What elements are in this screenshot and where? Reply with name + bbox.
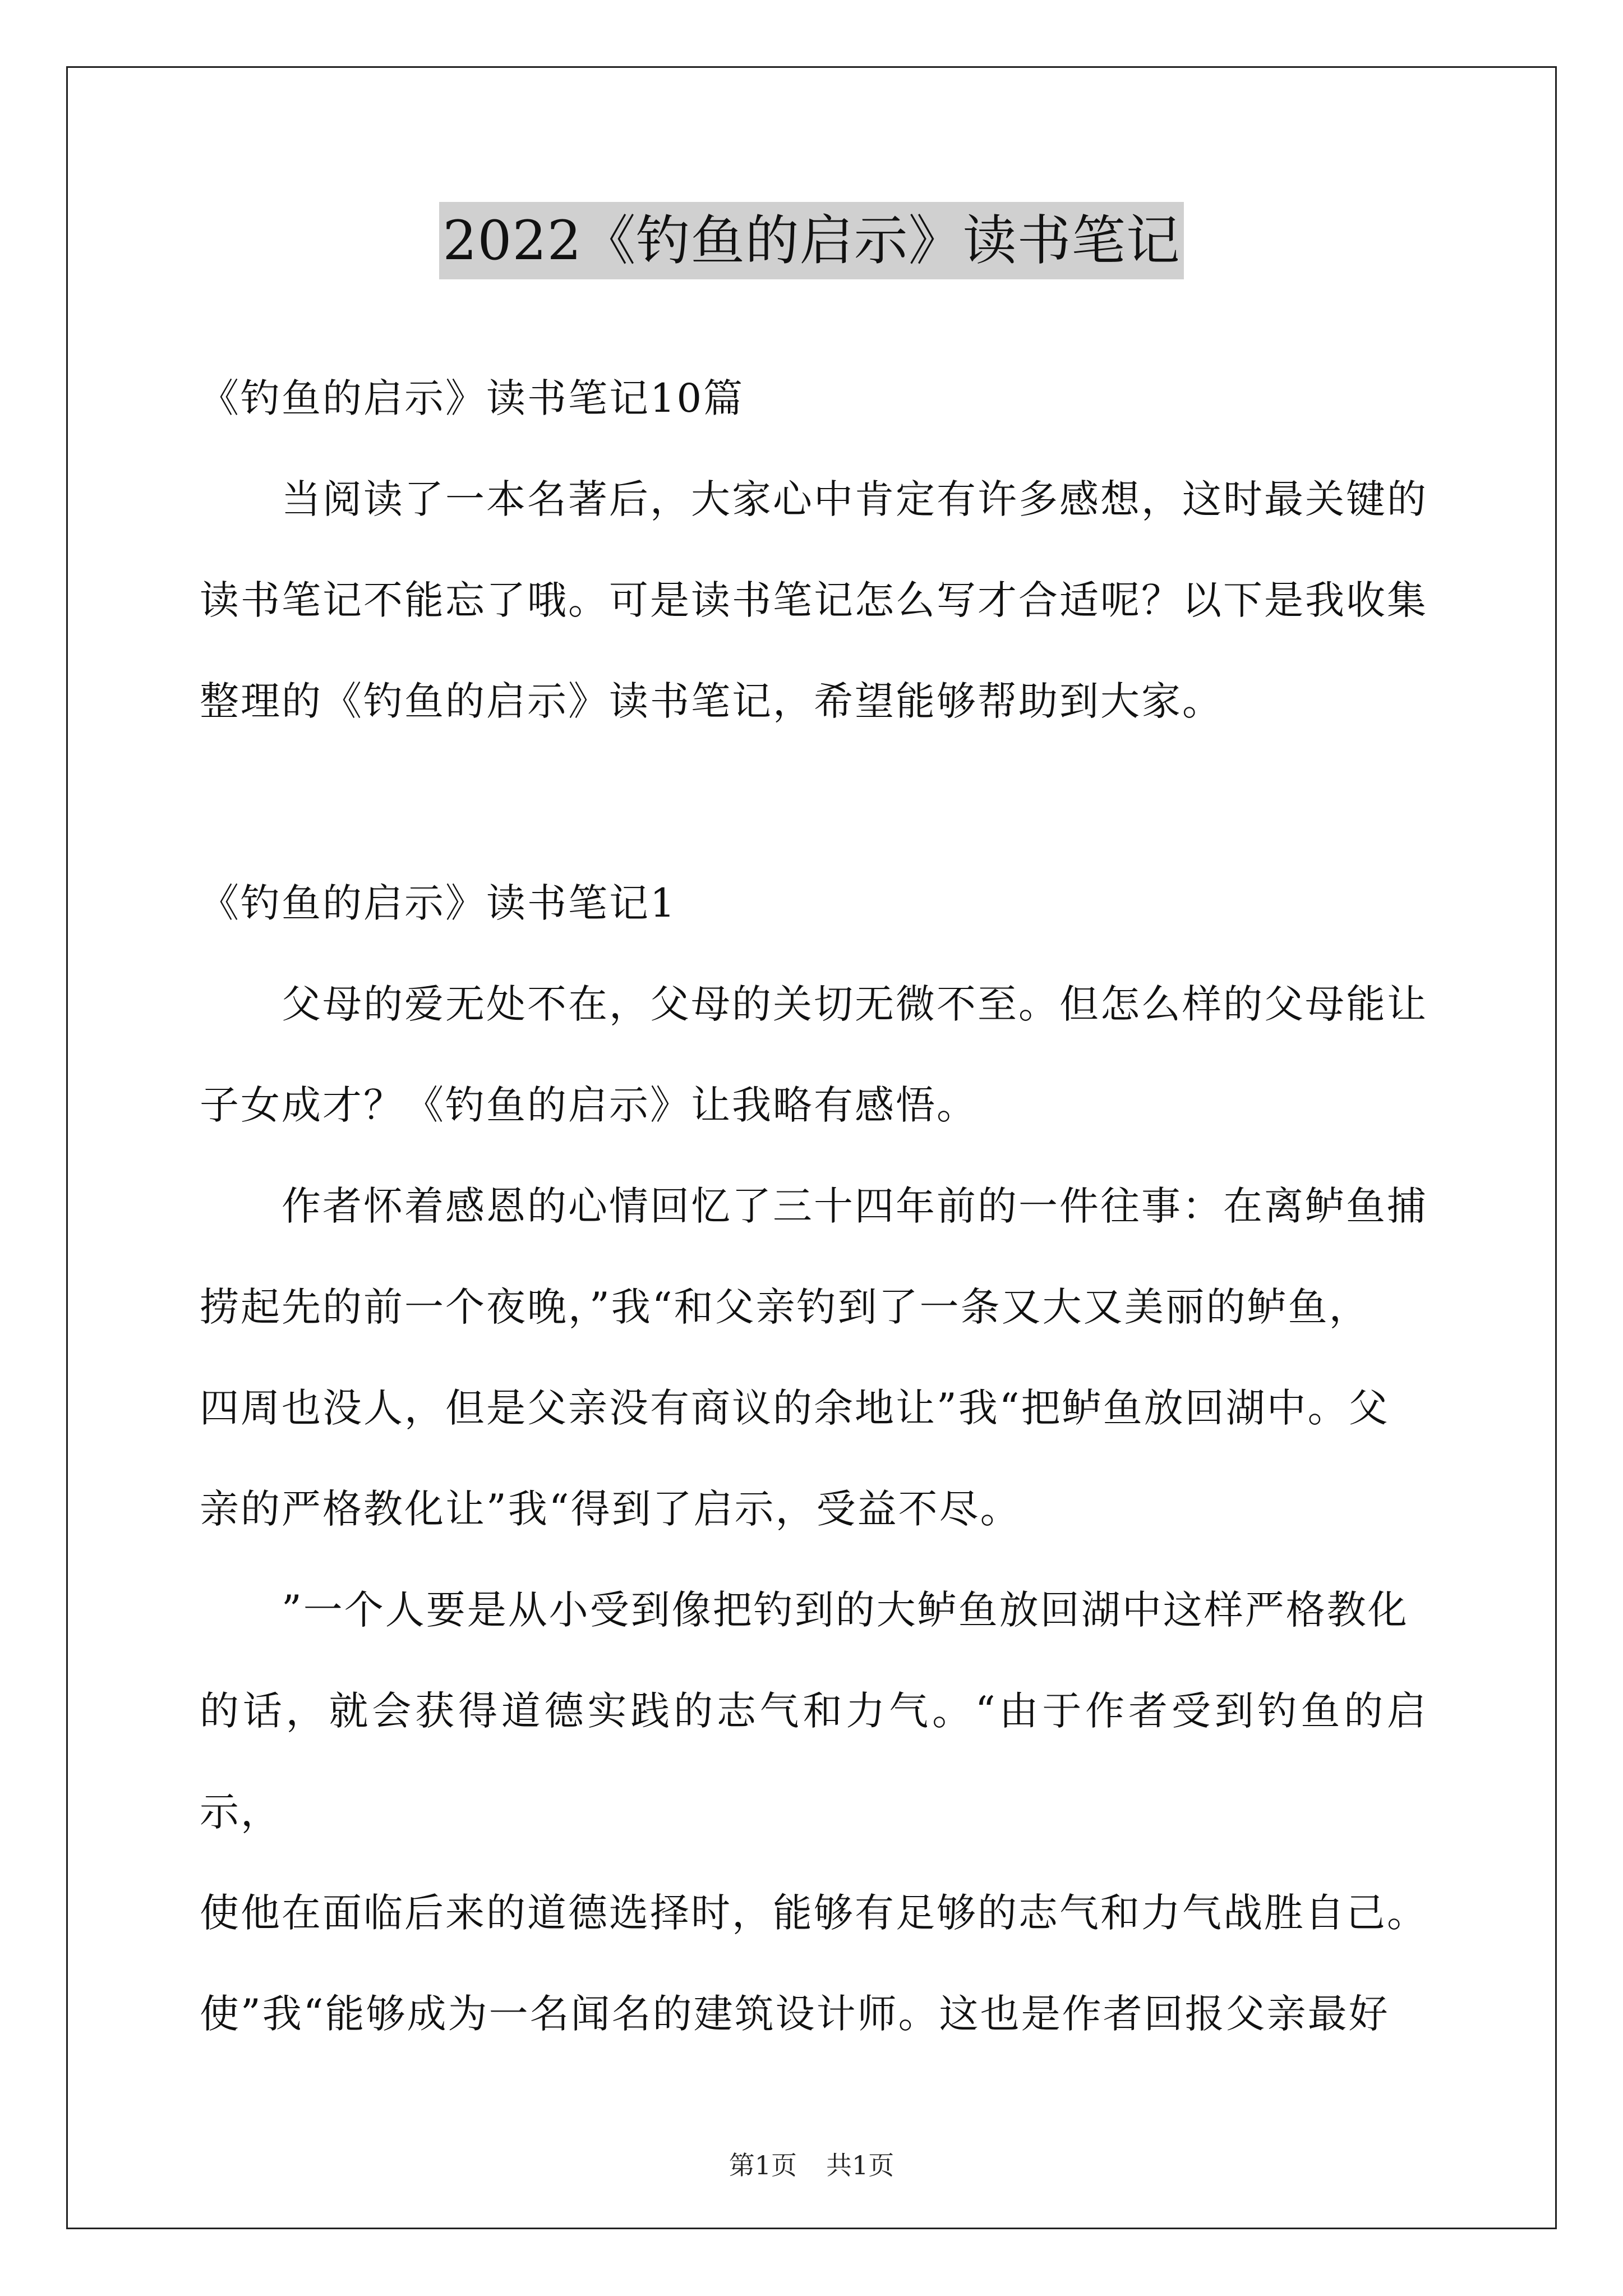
paragraph-line: 使”我“能够成为一名闻名的建筑设计师。这也是作者回报父亲最好 (200, 1991, 1390, 2037)
page-total: 共1页 (826, 2150, 895, 2180)
intro-line: 读书笔记不能忘了哦。可是读书笔记怎么写才合适呢？以下是我收集 (200, 577, 1428, 623)
body-paragraph (200, 1156, 1428, 1559)
intro-paragraph (200, 449, 1428, 752)
blank-line (200, 752, 1428, 853)
paragraph-line: ”一个人要是从小受到像把钓到的大鲈鱼放回湖中这样严格教化 (282, 1587, 1409, 1633)
page-number: 第1页 (728, 2150, 797, 2180)
document-body (200, 348, 1428, 2064)
title-block (0, 202, 1623, 279)
intro-line: 当阅读了一本名著后，大家心中肯定有许多感想，这时最关键的 (282, 476, 1428, 522)
body-paragraph (200, 1559, 1428, 2064)
paragraph-line: 的话，就会获得道德实践的志气和力气。“由于作者受到钓鱼的启示， (200, 1688, 1428, 1835)
section-heading: 《钓鱼的启示》读书笔记1 (200, 880, 677, 926)
page-footer (0, 2148, 1623, 2182)
document-title: 2022《钓鱼的启示》读书笔记 (439, 202, 1183, 279)
paragraph-line: 亲的严格教化让”我“得到了启示，受益不尽。 (200, 1486, 1021, 1532)
paragraph-line: 使他在面临后来的道德选择时，能够有足够的志气和力气战胜自己。 (200, 1890, 1428, 1936)
subtitle: 《钓鱼的启示》读书笔记10篇 (200, 375, 745, 421)
paragraph-line: 子女成才？《钓鱼的启示》让我略有感悟。 (200, 1082, 978, 1128)
intro-line: 整理的《钓鱼的启示》读书笔记，希望能够帮助到大家。 (200, 678, 1223, 724)
paragraph-line: 捞起先的前一个夜晚，”我“和父亲钓到了一条又大又美丽的鲈鱼， (200, 1284, 1370, 1330)
paragraph-line: 四周也没人，但是父亲没有商议的余地让”我“把鲈鱼放回湖中。父 (200, 1385, 1390, 1431)
paragraph-line: 父母的爱无处不在，父母的关切无微不至。但怎么样的父母能让 (282, 981, 1428, 1027)
paragraph-line: 作者怀着感恩的心情回忆了三十四年前的一件往事：在离鲈鱼捕 (282, 1183, 1428, 1229)
body-paragraph (200, 954, 1428, 1156)
